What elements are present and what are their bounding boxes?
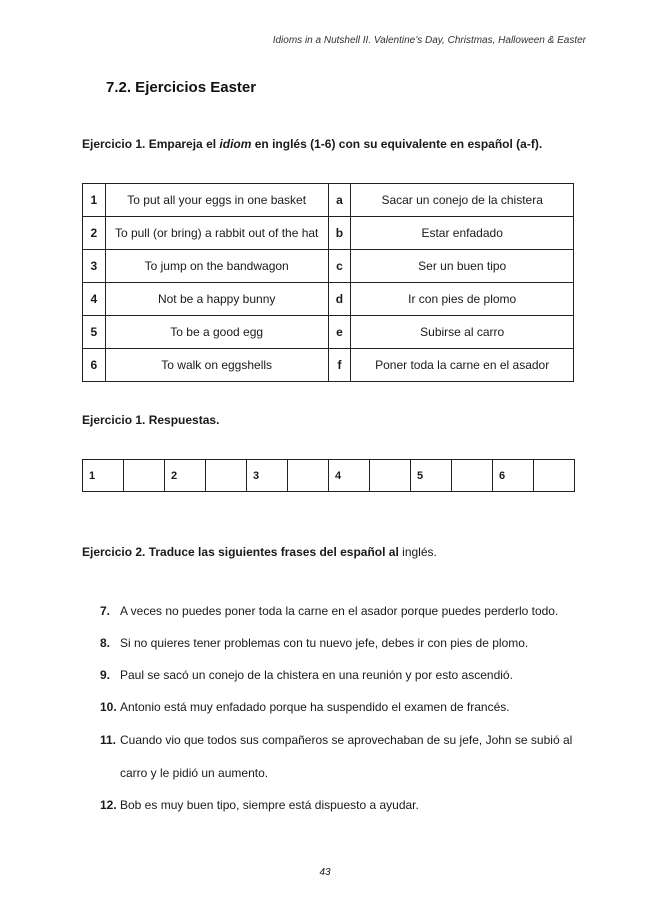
table-row (83, 283, 574, 316)
sentence-item (100, 667, 580, 683)
row-letter: a (328, 184, 351, 217)
sentence-item (100, 635, 580, 651)
row-letter: d (328, 283, 351, 316)
sentence-text: Bob es muy buen tipo, siempre está dispuesto a ayudar. (120, 798, 419, 812)
row-letter: f (328, 349, 351, 382)
table-row (83, 217, 574, 250)
answer-blank-cell[interactable] (452, 460, 493, 492)
answer-number-cell: 4 (329, 460, 370, 492)
answer-number-cell: 3 (247, 460, 288, 492)
sentence-text: Paul se sacó un conejo de la chistera en una reunión y por esto ascendió. (120, 668, 513, 682)
answer-number-cell: 1 (83, 460, 124, 492)
row-number: 2 (83, 217, 106, 250)
spanish-equivalent: Poner toda la carne en el asador (351, 349, 574, 382)
sentence-number: 10. (100, 700, 117, 714)
sentence-text: A veces no puedes poner toda la carne en el asador porque puedes perderlo todo. (120, 604, 559, 618)
row-number: 6 (83, 349, 106, 382)
table-row (83, 316, 574, 349)
answers-title: Ejercicio 1. Respuestas. (82, 413, 220, 427)
table-row (83, 184, 574, 217)
answer-blank-cell[interactable] (206, 460, 247, 492)
matching-table (82, 183, 574, 382)
sentence-number: 7. (100, 604, 111, 618)
answer-blank-cell[interactable] (288, 460, 329, 492)
sentence-item (100, 699, 580, 715)
table-row (83, 250, 574, 283)
answer-number-cell: 2 (165, 460, 206, 492)
row-number: 1 (83, 184, 106, 217)
spanish-equivalent: Subirse al carro (351, 316, 574, 349)
sentence-continuation: carro y le pidió un aumento. (120, 766, 269, 780)
spanish-equivalent: Sacar un conejo de la chistera (351, 184, 574, 217)
answer-blank-cell[interactable] (124, 460, 165, 492)
english-idiom: To pull (or bring) a rabbit out of the hat (105, 217, 328, 250)
english-idiom: Not be a happy bunny (105, 283, 328, 316)
row-number: 4 (83, 283, 106, 316)
english-idiom: To walk on eggshells (105, 349, 328, 382)
row-number: 3 (83, 250, 106, 283)
page-number: 43 (319, 867, 331, 878)
sentence-text: Si no quieres tener problemas con tu nuevo jefe, debes ir con pies de plomo. (120, 636, 529, 650)
running-header: Idioms in a Nutshell II. Valentine’s Day, Christmas, Halloween & Easter (272, 35, 586, 46)
answer-number-cell: 6 (493, 460, 534, 492)
spanish-equivalent: Ser un buen tipo (351, 250, 574, 283)
exercise2-instruction: Ejercicio 2. Traduce las siguientes frases del español al inglés. (82, 545, 437, 559)
sentence-number: 11. (100, 733, 117, 747)
answer-number-cell: 5 (411, 460, 452, 492)
row-number: 5 (83, 316, 106, 349)
exercise1-instruction: Ejercicio 1. Empareja el idiom en inglés (1-6) con su equivalente en español (a-f). (82, 137, 543, 151)
english-idiom: To put all your eggs in one basket (105, 184, 328, 217)
answers-table (82, 459, 575, 492)
sentence-text: Cuando vio que todos sus compañeros se aprovechaban de su jefe, John se subió al (120, 733, 573, 747)
answer-blank-cell[interactable] (534, 460, 575, 492)
sentence-item (100, 603, 580, 619)
answer-blank-cell[interactable] (370, 460, 411, 492)
english-idiom: To be a good egg (105, 316, 328, 349)
row-letter: b (328, 217, 351, 250)
table-row (83, 349, 574, 382)
section-title: 7.2. Ejercicios Easter (106, 79, 257, 96)
sentence-item (100, 797, 580, 813)
english-idiom: To jump on the bandwagon (105, 250, 328, 283)
sentence-item (100, 732, 580, 781)
spanish-equivalent: Ir con pies de plomo (351, 283, 574, 316)
row-letter: c (328, 250, 351, 283)
row-letter: e (328, 316, 351, 349)
sentence-text: Antonio está muy enfadado porque ha suspendido el examen de francés. (120, 700, 510, 714)
sentence-number: 9. (100, 668, 111, 682)
sentence-number: 12. (100, 798, 117, 812)
sentence-number: 8. (100, 636, 111, 650)
spanish-equivalent: Estar enfadado (351, 217, 574, 250)
